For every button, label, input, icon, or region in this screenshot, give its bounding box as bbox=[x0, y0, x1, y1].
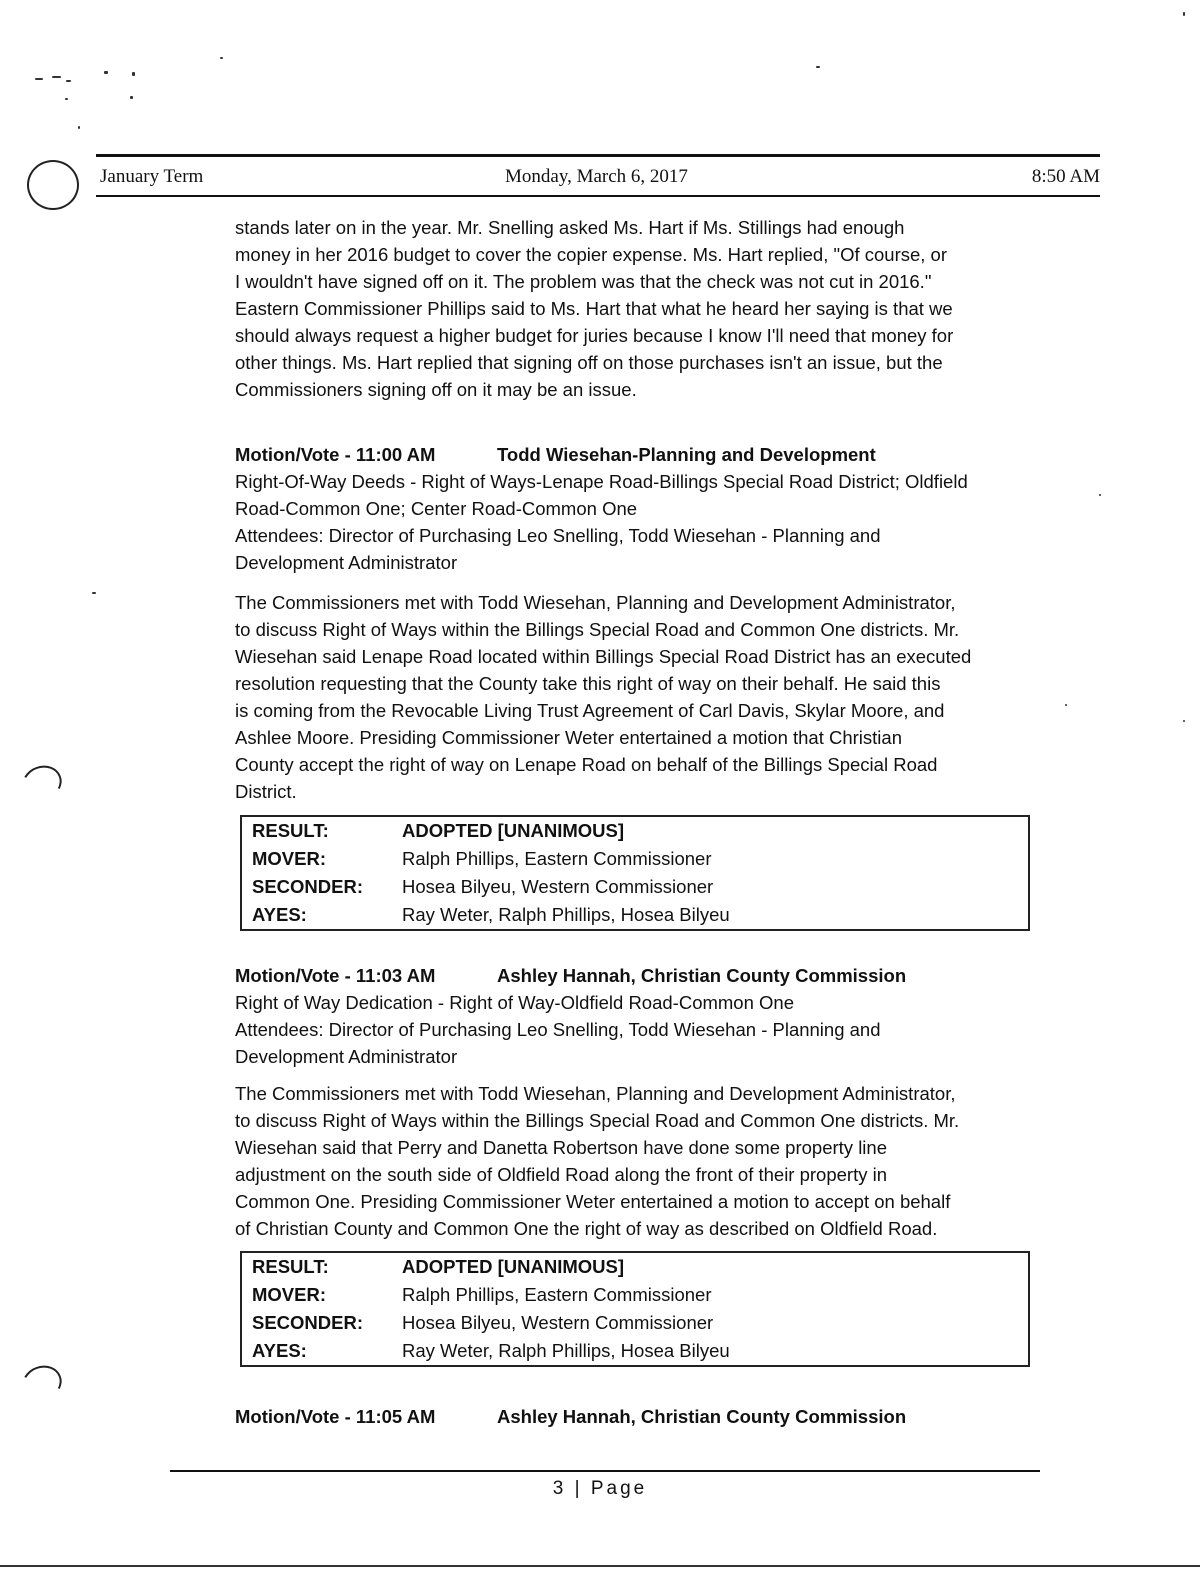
text-line: should always request a higher budget for juries because I know I'll need that money for bbox=[235, 325, 954, 346]
motion-presenter: Ashley Hannah, Christian County Commission bbox=[497, 965, 907, 986]
scan-speck bbox=[52, 76, 61, 78]
header-date: Monday, March 6, 2017 bbox=[505, 166, 688, 187]
text-line: I wouldn't have signed off on it. The problem was that the check was not cut in 2016." bbox=[235, 271, 932, 292]
scan-speck bbox=[35, 78, 43, 80]
scan-speck bbox=[816, 66, 820, 68]
vote-row bbox=[242, 901, 1028, 929]
motion-title: Motion/Vote - 11:05 AM bbox=[235, 1406, 436, 1427]
text-line: Right-Of-Way Deeds - Right of Ways-Lenape Road-Billings Special Road District; Oldfield bbox=[235, 471, 968, 492]
scan-speck bbox=[104, 71, 108, 74]
text-line: County accept the right of way on Lenape Road on behalf of the Billings Special Road bbox=[235, 754, 938, 775]
text-line: Attendees: Director of Purchasing Leo Snelling, Todd Wiesehan - Planning and bbox=[235, 1019, 881, 1040]
text-line: District. bbox=[235, 781, 297, 802]
motion-title: Motion/Vote - 11:00 AM bbox=[235, 444, 436, 465]
scan-speck bbox=[1183, 12, 1185, 16]
header-rule-bottom bbox=[96, 195, 1100, 197]
text-line: resolution requesting that the County take this right of way on their behalf. He said this bbox=[235, 673, 941, 694]
scan-speck bbox=[92, 592, 96, 594]
vote-key: AYES: bbox=[252, 1340, 307, 1361]
scan-edge-line bbox=[0, 1565, 1200, 1567]
motion-presenter: Todd Wiesehan-Planning and Development bbox=[497, 444, 876, 465]
text-line: Common One. Presiding Commissioner Weter entertained a motion to accept on behalf bbox=[235, 1191, 951, 1212]
text-line: money in her 2016 budget to cover the copier expense. Ms. Hart replied, "Of course, or bbox=[235, 244, 947, 265]
text-line: Eastern Commissioner Phillips said to Ms. Hart that what he heard her saying is that we bbox=[235, 298, 953, 319]
vote-value: Ray Weter, Ralph Phillips, Hosea Bilyeu bbox=[402, 1340, 730, 1361]
text-line: stands later on in the year. Mr. Snelling asked Ms. Hart if Ms. Stillings had enough bbox=[235, 217, 905, 238]
text-line: other things. Ms. Hart replied that signing off on those purchases isn't an issue, but the bbox=[235, 352, 943, 373]
motion-3-header bbox=[235, 1403, 1035, 1430]
text-line: Development Administrator bbox=[235, 552, 458, 573]
text-line: adjustment on the south side of Oldfield Road along the front of their property in bbox=[235, 1164, 888, 1185]
vote-row bbox=[242, 873, 1028, 901]
motion-presenter: Ashley Hannah, Christian County Commission bbox=[497, 1406, 907, 1427]
vote-key: SECONDER: bbox=[252, 1312, 364, 1333]
vote-value: ADOPTED [UNANIMOUS] bbox=[402, 1256, 624, 1277]
scan-speck bbox=[66, 80, 71, 82]
text-line: Wiesehan said Lenape Road located within Billings Special Road District has an executed bbox=[235, 646, 972, 667]
header-term: January Term bbox=[100, 166, 204, 187]
vote-value: Hosea Bilyeu, Western Commissioner bbox=[402, 1312, 714, 1333]
vote-row bbox=[242, 817, 1028, 845]
vote-key: MOVER: bbox=[252, 848, 326, 869]
scan-speck bbox=[1065, 704, 1067, 706]
scan-speck bbox=[220, 57, 223, 59]
text-line: Wiesehan said that Perry and Danetta Robertson have done some property line bbox=[235, 1137, 887, 1158]
text-line: to discuss Right of Ways within the Billings Special Road and Common One districts. Mr. bbox=[235, 619, 960, 640]
vote-table-2 bbox=[240, 1251, 1030, 1367]
vote-row bbox=[242, 1337, 1028, 1365]
motion-1-body bbox=[235, 589, 1035, 805]
header-time: 8:50 AM bbox=[1031, 166, 1100, 187]
motion-heading bbox=[235, 1403, 1035, 1430]
text-line: Right of Way Dedication - Right of Way-Oldfield Road-Common One bbox=[235, 992, 794, 1013]
motion-2-header bbox=[235, 962, 1035, 1070]
page-number: 3 | Page bbox=[552, 1478, 648, 1499]
text-line: Ashlee Moore. Presiding Commissioner Weter entertained a motion that Christian bbox=[235, 727, 902, 748]
punch-hole-top bbox=[27, 160, 79, 210]
scan-speck bbox=[65, 98, 68, 100]
vote-key: MOVER: bbox=[252, 1284, 326, 1305]
text-line: Commissioners signing off on it may be an issue. bbox=[235, 379, 637, 400]
vote-row bbox=[242, 1309, 1028, 1337]
vote-row bbox=[242, 1281, 1028, 1309]
scan-speck bbox=[132, 72, 135, 76]
vote-key: SECONDER: bbox=[252, 876, 364, 897]
header-rule-top bbox=[96, 154, 1100, 157]
motion-title: Motion/Vote - 11:03 AM bbox=[235, 965, 436, 986]
scan-speck bbox=[78, 126, 80, 129]
text-line: Development Administrator bbox=[235, 1046, 458, 1067]
scan-speck bbox=[1183, 720, 1185, 722]
vote-row bbox=[242, 1253, 1028, 1281]
punch-hole-bottom bbox=[17, 1360, 66, 1406]
text-line: Road-Common One; Center Road-Common One bbox=[235, 498, 638, 519]
text-line: The Commissioners met with Todd Wiesehan, Planning and Development Administrator, bbox=[235, 1083, 956, 1104]
punch-hole-middle bbox=[17, 760, 66, 806]
vote-value: Ray Weter, Ralph Phillips, Hosea Bilyeu bbox=[402, 904, 730, 925]
text-line: The Commissioners met with Todd Wiesehan, Planning and Development Administrator, bbox=[235, 592, 956, 613]
motion-2-body bbox=[235, 1080, 1035, 1242]
text-line: Attendees: Director of Purchasing Leo Snelling, Todd Wiesehan - Planning and bbox=[235, 525, 881, 546]
vote-key: AYES: bbox=[252, 904, 307, 925]
motion-heading bbox=[235, 441, 1035, 468]
vote-row bbox=[242, 845, 1028, 873]
text-line: is coming from the Revocable Living Trust Agreement of Carl Davis, Skylar Moore, and bbox=[235, 700, 945, 721]
vote-table-1 bbox=[240, 815, 1030, 931]
vote-value: Hosea Bilyeu, Western Commissioner bbox=[402, 876, 714, 897]
vote-key: RESULT: bbox=[252, 1256, 329, 1277]
footer-rule bbox=[170, 1470, 1040, 1472]
motion-1-header bbox=[235, 441, 1035, 576]
vote-key: RESULT: bbox=[252, 820, 329, 841]
scan-speck bbox=[130, 96, 133, 99]
scan-speck bbox=[1099, 494, 1101, 496]
motion-heading bbox=[235, 962, 1035, 989]
intro-paragraph bbox=[235, 214, 1035, 403]
text-line: of Christian County and Common One the right of way as described on Oldfield Road. bbox=[235, 1218, 938, 1239]
vote-value: Ralph Phillips, Eastern Commissioner bbox=[402, 1284, 712, 1305]
text-line: to discuss Right of Ways within the Billings Special Road and Common One districts. Mr. bbox=[235, 1110, 960, 1131]
vote-value: ADOPTED [UNANIMOUS] bbox=[402, 820, 624, 841]
vote-value: Ralph Phillips, Eastern Commissioner bbox=[402, 848, 712, 869]
